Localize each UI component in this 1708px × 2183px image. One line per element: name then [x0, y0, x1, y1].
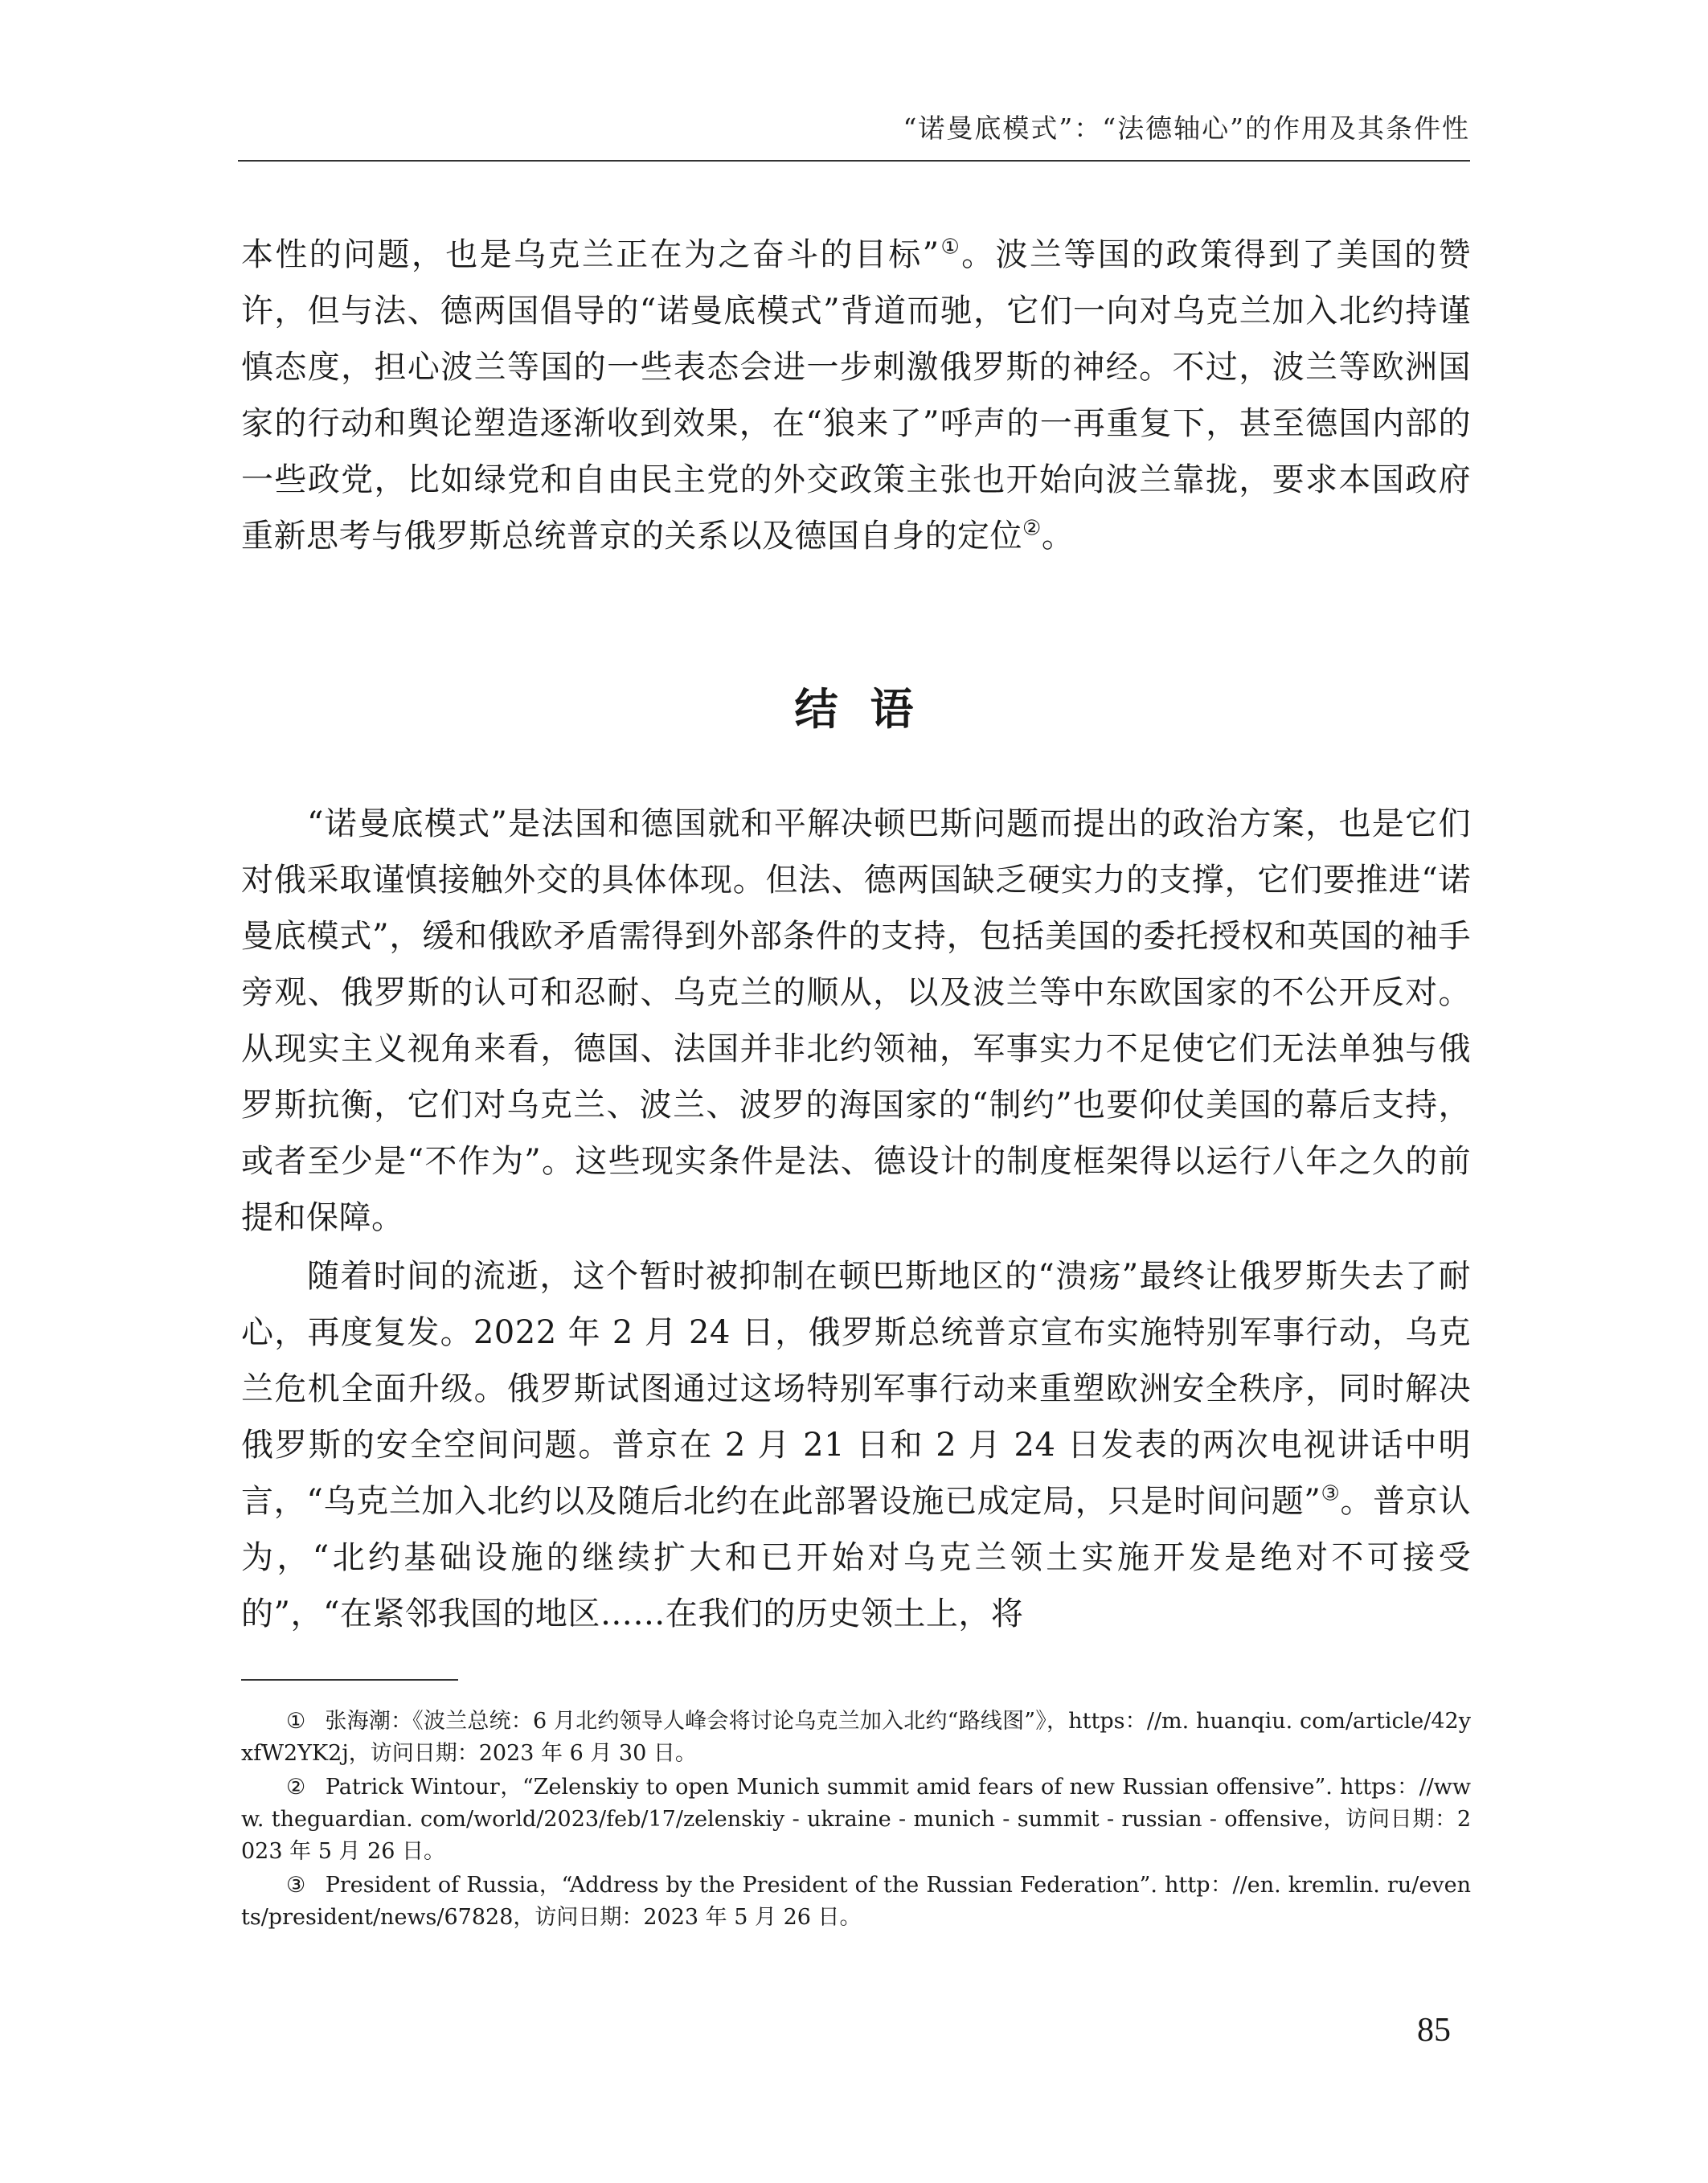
page-number: 85 [1417, 2012, 1451, 2049]
footnote-divider [241, 1679, 458, 1681]
footnotes [241, 1706, 1471, 1935]
footnote-3 [241, 1870, 1471, 1934]
paragraph-3-text-cont: 。普京认为，“北约基础设施的继续扩大和已开始对乌克兰领土实施开发是绝对不可接受的”，“在紧邻我国的地区……在我们的历史领土上，将 [241, 1483, 1471, 1632]
header-divider [238, 160, 1470, 162]
footnote-3-marker: ③ [286, 1873, 306, 1898]
footnote-1 [241, 1706, 1471, 1770]
running-header: “诺曼底模式”：“法德轴心”的作用及其条件性 [903, 113, 1470, 144]
footnote-2 [241, 1771, 1471, 1868]
footnote-ref-1[interactable]: ① [939, 235, 962, 260]
footnote-1-text: 张海潮：《波兰总统：6 月北约领导人峰会将讨论乌克兰加入北约“路线图”》，https：//m. huanqiu. com/article/42yxfW2YK2j，访问日期：2023 年 6 月 30 日。 [241, 1709, 1471, 1766]
footnote-3-text: President of Russia，“Address by the President of the Russian Federation”. http：//en. kremlin. ru/events/president/news/67828，访问日期：2023 年 5 月 26 日。 [241, 1873, 1471, 1930]
paragraph-1 [241, 227, 1471, 564]
paragraph-1-text-cont: 。波兰等国的政策得到了美国的赞许，但与法、德两国倡导的“诺曼底模式”背道而驰，它们一向对乌克兰加入北约持谨慎态度，担心波兰等国的一些表态会进一步刺激俄罗斯的神经。不过，波兰等欧洲国家的行动和舆论塑造逐渐收到效果，在“狼来了”呼声的一再重复下，甚至德国内部的一些政党，比如绿党和自由民主党的外交政策主张也开始向波兰靠拢，要求本国政府重新思考与俄罗斯总统普京的关系以及德国自身的定位 [241, 236, 1472, 555]
footnote-2-marker: ② [286, 1775, 306, 1800]
footnote-2-text: Patrick Wintour，“Zelenskiy to open Munich summit amid fears of new Russian offensive”. https：//www. theguardian. com/world/2023/feb/17/zelenskiy - ukraine - munich - summit - russian - offensive，访问日期：2023 年 5 月 26 日。 [241, 1775, 1471, 1864]
footnote-ref-3[interactable]: ③ [1321, 1481, 1341, 1506]
footnote-1-marker: ① [286, 1709, 306, 1734]
section-heading-conclusion: 结语 [794, 683, 946, 735]
paragraph-3-text: 随着时间的流逝，这个暂时被抑制在顿巴斯地区的“溃疡”最终让俄罗斯失去了耐心，再度复发。2022 年 2 月 24 日，俄罗斯总统普京宣布实施特别军事行动，乌克兰危机全面升级。俄罗斯试图通过这场特别军事行动来重塑欧洲安全秩序，同时解决俄罗斯的安全空间问题。普京在 2 月 21 日和 2 月 24 日发表的两次电视讲话中明言，“乌克兰加入北约以及随后北约在此部署设施已成定局，只是时间问题” [241, 1258, 1471, 1520]
paragraph-1-text: 本性的问题，也是乌克兰正在为之奋斗的目标” [241, 236, 940, 273]
paragraph-3 [241, 1248, 1471, 1642]
paragraph-2: “诺曼底模式”是法国和德国就和平解决顿巴斯问题而提出的政治方案，也是它们对俄采取谨慎接触外交的具体体现。但法、德两国缺乏硬实力的支撑，它们要推进“诺曼底模式”，缓和俄欧矛盾需得到外部条件的支持，包括美国的委托授权和英国的袖手旁观、俄罗斯的认可和忍耐、乌克兰的顺从，以及波兰等中东欧国家的不公开反对。从现实主义视角来看，德国、法国并非北约领袖，军事实力不足使它们无法单独与俄罗斯抗衡，它们对乌克兰、波兰、波罗的海国家的“制约”也要仰仗美国的幕后支持，或者至少是“不作为”。这些现实条件是法、德设计的制度框架得以运行八年之久的前提和保障。 [241, 805, 1471, 1236]
footnote-ref-2[interactable]: ② [1022, 516, 1042, 541]
paragraph-1-text-end: 。 [1041, 518, 1075, 555]
